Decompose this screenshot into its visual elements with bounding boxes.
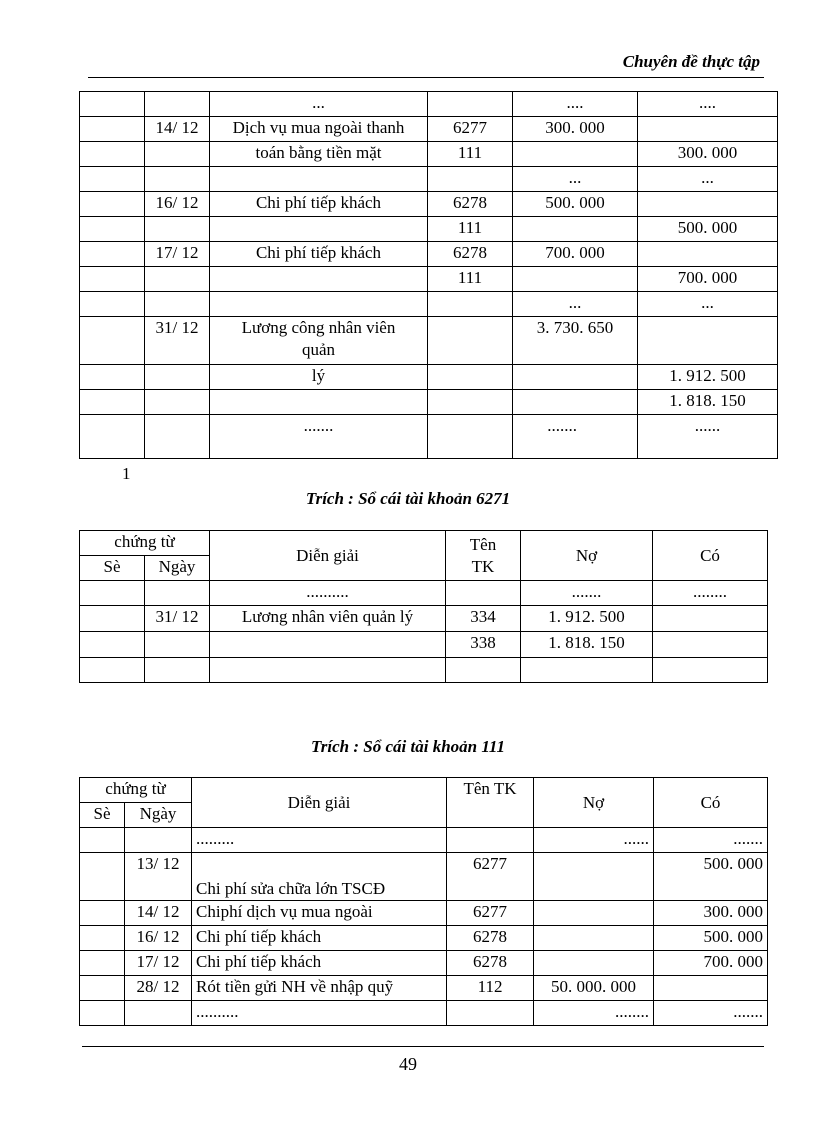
- header-chung-tu: chứng từ: [80, 531, 210, 556]
- caption-ledger-111: Trích : Sổ cái tài khoản 111: [311, 737, 505, 756]
- cell-co: .......: [654, 828, 768, 853]
- cell-no: .......: [513, 415, 638, 459]
- cell-dien-giai: Chi phí tiếp khách: [192, 926, 447, 951]
- cell-se: [80, 192, 145, 217]
- cell-dien-giai: .......: [210, 415, 428, 459]
- ledger-111-body: [80, 828, 768, 1026]
- cell-no: [513, 142, 638, 167]
- cell-ngay: [145, 267, 210, 292]
- cell-co: ...: [638, 292, 778, 317]
- table-row: [80, 142, 778, 167]
- cell-dien-giai: Chi phí tiếp khách: [192, 951, 447, 976]
- cell-se: [80, 267, 145, 292]
- cell-co: ....: [638, 92, 778, 117]
- cell-ngay: 14/ 12: [125, 901, 192, 926]
- table-row: [80, 267, 778, 292]
- cell-tai-khoan: [428, 92, 513, 117]
- cell-tai-khoan: 6277: [447, 901, 534, 926]
- cell-co: 700. 000: [638, 267, 778, 292]
- cell-dien-giai: Lương nhân viên quản lý: [210, 606, 446, 632]
- cell-se: [80, 292, 145, 317]
- cell-co: ...: [638, 167, 778, 192]
- cell-tai-khoan: [428, 317, 513, 365]
- cell-no: 500. 000: [513, 192, 638, 217]
- cell-ngay: [145, 142, 210, 167]
- cell-no: ....: [513, 92, 638, 117]
- cell-tai-khoan: 6278: [447, 951, 534, 976]
- table-row: [80, 317, 778, 365]
- cell-no: 700. 000: [513, 242, 638, 267]
- cell-dien-giai: lý: [210, 365, 428, 390]
- cell-no: ...: [513, 167, 638, 192]
- ledger-6271-body: [80, 581, 768, 683]
- cell-se: [80, 658, 145, 683]
- cell-co: ......: [638, 415, 778, 459]
- cell-dien-giai: Dịch vụ mua ngoài thanh: [210, 117, 428, 142]
- cell-se: [80, 390, 145, 415]
- cell-ngay: [145, 581, 210, 606]
- cell-dien-giai: [210, 658, 446, 683]
- cell-tai-khoan: 6278: [447, 926, 534, 951]
- cell-se: [80, 117, 145, 142]
- cell-tai-khoan: [446, 658, 521, 683]
- cell-ngay: [145, 365, 210, 390]
- cell-dien-giai: [210, 292, 428, 317]
- caption-ledger-6271: Trích : Sổ cái tài khoản 6271: [305, 489, 511, 508]
- header-ten-tk: Tên TK: [446, 531, 521, 581]
- cell-no: ......: [534, 828, 654, 853]
- cell-tai-khoan: 112: [447, 976, 534, 1001]
- cell-co: 300. 000: [654, 901, 768, 926]
- cell-dien-giai: [210, 267, 428, 292]
- cell-co: [638, 242, 778, 267]
- cell-ngay: [125, 828, 192, 853]
- table-row: [80, 658, 768, 683]
- cell-ngay: [145, 167, 210, 192]
- header-se: Sè: [80, 803, 125, 828]
- cell-ngay: [145, 415, 210, 459]
- table-row: [80, 117, 778, 142]
- cell-dien-giai: Chiphí dịch vụ mua ngoài: [192, 901, 447, 926]
- cell-dien-giai: [210, 632, 446, 658]
- cell-se: [80, 415, 145, 459]
- cell-se: [80, 901, 125, 926]
- cell-no: [513, 365, 638, 390]
- footer-rule: [82, 1046, 764, 1047]
- cell-ngay: 14/ 12: [145, 117, 210, 142]
- cell-tai-khoan: [428, 390, 513, 415]
- cell-no: .......: [521, 581, 653, 606]
- cell-co: [638, 117, 778, 142]
- table-row: [80, 242, 778, 267]
- cell-ngay: [145, 658, 210, 683]
- cell-dien-giai: Chi phí tiếp khách: [210, 192, 428, 217]
- header-se: Sè: [80, 556, 145, 581]
- ledger-table-body: [80, 92, 778, 459]
- cell-ngay: 31/ 12: [145, 606, 210, 632]
- cell-no: 300. 000: [513, 117, 638, 142]
- header-title: Chuyên đề thực tập: [622, 52, 760, 71]
- table-row: [80, 632, 768, 658]
- cell-tai-khoan: [446, 581, 521, 606]
- header-no: Nợ: [534, 778, 654, 828]
- cell-tai-khoan: 334: [446, 606, 521, 632]
- cell-dien-giai: Chi phí tiếp khách: [210, 242, 428, 267]
- cell-se: [80, 317, 145, 365]
- cell-se: [80, 926, 125, 951]
- header-ngay: Ngày: [125, 803, 192, 828]
- footnote-marker: 1: [122, 464, 131, 483]
- cell-tai-khoan: 111: [428, 142, 513, 167]
- cell-ngay: 16/ 12: [145, 192, 210, 217]
- table-row: [80, 976, 768, 1001]
- cell-se: [80, 167, 145, 192]
- table-row: [80, 415, 778, 459]
- cell-dien-giai: [210, 167, 428, 192]
- header-co: Có: [653, 531, 768, 581]
- cell-co: 1. 912. 500: [638, 365, 778, 390]
- cell-tai-khoan: [428, 365, 513, 390]
- cell-se: [80, 828, 125, 853]
- header-dien-giai: Diễn giải: [210, 531, 446, 581]
- cell-se: [80, 92, 145, 117]
- header-rule: [88, 77, 764, 78]
- cell-no: [513, 390, 638, 415]
- table-row: [80, 365, 778, 390]
- cell-dien-giai: .........: [192, 828, 447, 853]
- cell-tai-khoan: 111: [428, 267, 513, 292]
- cell-ngay: [125, 1001, 192, 1026]
- cell-co: 1. 818. 150: [638, 390, 778, 415]
- cell-se: [80, 581, 145, 606]
- cell-dien-giai: Chi phí sửa chữa lớn TSCĐ: [192, 853, 447, 901]
- header-chung-tu: chứng từ: [80, 778, 192, 803]
- cell-co: [653, 632, 768, 658]
- ledger-table-6271: [79, 530, 768, 683]
- table-row: [80, 581, 768, 606]
- header-dien-giai: Diễn giải: [192, 778, 447, 828]
- cell-tai-khoan: [428, 292, 513, 317]
- cell-tai-khoan: [447, 1001, 534, 1026]
- table-row: [80, 167, 778, 192]
- cell-tai-khoan: 338: [446, 632, 521, 658]
- cell-tai-khoan: [447, 828, 534, 853]
- cell-no: 3. 730. 650: [513, 317, 638, 365]
- cell-co: 500. 000: [654, 853, 768, 901]
- cell-se: [80, 1001, 125, 1026]
- cell-ngay: 28/ 12: [125, 976, 192, 1001]
- table-row: [80, 828, 768, 853]
- cell-co: 500. 000: [638, 217, 778, 242]
- cell-co: [638, 192, 778, 217]
- cell-dien-giai: ...: [210, 92, 428, 117]
- cell-co: [638, 317, 778, 365]
- cell-no: 1. 818. 150: [521, 632, 653, 658]
- table-row: [80, 951, 768, 976]
- cell-no: [521, 658, 653, 683]
- cell-no: ........: [534, 1001, 654, 1026]
- table-row: [80, 1001, 768, 1026]
- cell-no: [513, 267, 638, 292]
- cell-tai-khoan: 6278: [428, 192, 513, 217]
- table-row: [80, 292, 778, 317]
- table-row: [80, 926, 768, 951]
- cell-se: [80, 217, 145, 242]
- cell-se: [80, 853, 125, 901]
- cell-se: [80, 142, 145, 167]
- table-row: [80, 92, 778, 117]
- cell-ngay: 31/ 12: [145, 317, 210, 365]
- cell-no: ...: [513, 292, 638, 317]
- ledger-table-continued: [79, 91, 778, 459]
- page-number: 49: [399, 1054, 417, 1074]
- cell-co: [653, 606, 768, 632]
- cell-se: [80, 632, 145, 658]
- cell-co: 700. 000: [654, 951, 768, 976]
- cell-tai-khoan: [428, 415, 513, 459]
- cell-no: [534, 926, 654, 951]
- cell-dien-giai: Lương công nhân viên quản: [210, 317, 428, 365]
- header-ten-tk: Tên TK: [447, 778, 534, 828]
- cell-co: [654, 976, 768, 1001]
- cell-no: [534, 853, 654, 901]
- header-ngay: Ngày: [145, 556, 210, 581]
- cell-co: .......: [654, 1001, 768, 1026]
- cell-dien-giai: [210, 217, 428, 242]
- cell-se: [80, 242, 145, 267]
- table-row: [80, 192, 778, 217]
- cell-tai-khoan: 6277: [447, 853, 534, 901]
- cell-ngay: 17/ 12: [125, 951, 192, 976]
- cell-dien-giai: toán bằng tiền mặt: [210, 142, 428, 167]
- cell-tai-khoan: 111: [428, 217, 513, 242]
- cell-co: 300. 000: [638, 142, 778, 167]
- header-no: Nợ: [521, 531, 653, 581]
- cell-se: [80, 951, 125, 976]
- cell-no: [513, 217, 638, 242]
- cell-ngay: 17/ 12: [145, 242, 210, 267]
- cell-se: [80, 976, 125, 1001]
- header-co: Có: [654, 778, 768, 828]
- cell-ngay: [145, 217, 210, 242]
- cell-dien-giai: ..........: [192, 1001, 447, 1026]
- cell-dien-giai: Rót tiền gửi NH về nhập quỹ: [192, 976, 447, 1001]
- cell-co: [653, 658, 768, 683]
- cell-tai-khoan: [428, 167, 513, 192]
- cell-ngay: 13/ 12: [125, 853, 192, 901]
- table-row: [80, 901, 768, 926]
- table-row: [80, 606, 768, 632]
- cell-co: 500. 000: [654, 926, 768, 951]
- cell-ngay: [145, 92, 210, 117]
- cell-no: 1. 912. 500: [521, 606, 653, 632]
- cell-dien-giai: ..........: [210, 581, 446, 606]
- cell-tai-khoan: 6277: [428, 117, 513, 142]
- cell-no: [534, 951, 654, 976]
- table-row: [80, 217, 778, 242]
- ledger-table-111: [79, 777, 768, 1026]
- cell-ngay: [145, 292, 210, 317]
- cell-no: [534, 901, 654, 926]
- cell-ngay: [145, 632, 210, 658]
- cell-no: 50. 000. 000: [534, 976, 654, 1001]
- cell-tai-khoan: 6278: [428, 242, 513, 267]
- cell-ngay: 16/ 12: [125, 926, 192, 951]
- cell-ngay: [145, 390, 210, 415]
- table-row: [80, 853, 768, 901]
- table-row: [80, 390, 778, 415]
- cell-dien-giai: [210, 390, 428, 415]
- cell-se: [80, 606, 145, 632]
- cell-se: [80, 365, 145, 390]
- cell-co: ........: [653, 581, 768, 606]
